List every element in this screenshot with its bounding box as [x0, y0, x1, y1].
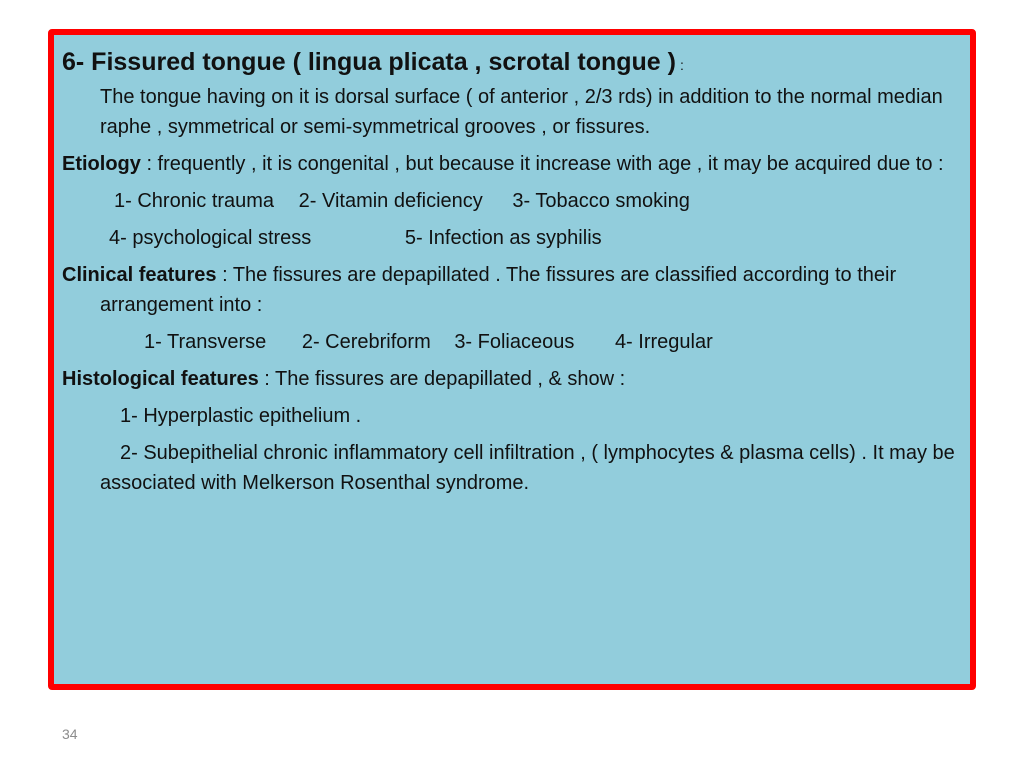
histological-features-paragraph [62, 364, 962, 394]
histology-item-text: 1- Hyperplastic epithelium . [120, 405, 362, 427]
definition-paragraph: The tongue having on it is dorsal surface ( of anterior , 2/3 rds) in addition to the normal median raphe , symmetrical or semi-symmetrical grooves , or fissures. [100, 86, 943, 138]
histology-item-2: 2- Subepithelial chronic inflammatory cell infiltration , ( lymphocytes & plasma cells) . It may be associated with Melkerson Rosenthal syndrome. [100, 442, 955, 494]
cause-item: 1- Chronic trauma [114, 190, 275, 212]
cause-item: 5- Infection as syphilis [404, 227, 602, 249]
histology-item-1 [62, 401, 962, 431]
clinical-features-text: : The fissures are depapillated . The fissures are classified according to their arrangement into : [100, 264, 897, 316]
cause-item: 3- Tobacco smoking [512, 190, 690, 212]
fissure-type-item: 4- Irregular [614, 331, 713, 353]
etiology-causes-row-2 [62, 223, 962, 253]
etiology-label: Etiology [62, 153, 141, 175]
fissure-type-item: 3- Foliaceous [454, 331, 575, 353]
histological-features-text: : The fissures are depapillated , & show : [258, 368, 626, 390]
slide-content-box [48, 29, 976, 690]
etiology-paragraph [62, 149, 962, 179]
clinical-features-label: Clinical features [62, 264, 217, 286]
slide-title [62, 45, 962, 82]
fissure-type-item: 2- Cerebriform [301, 331, 431, 353]
clinical-features-paragraph [62, 260, 962, 320]
etiology-causes-row-1 [62, 186, 962, 216]
cause-item: 4- psychological stress [109, 227, 312, 249]
cause-item: 2- Vitamin deficiency [298, 190, 483, 212]
histological-features-label: Histological features [62, 368, 259, 390]
title-text: 6- Fissured tongue ( lingua plicata , scrotal tongue ) [62, 48, 676, 76]
etiology-text: : frequently , it is congenital , but because it increase with age , it may be acquired due to : [140, 153, 944, 175]
fissure-types-row [62, 327, 962, 357]
title-colon: : [679, 57, 684, 73]
page-number: 34 [62, 726, 78, 742]
slide-body [62, 45, 962, 498]
fissure-type-item: 1- Transverse [144, 331, 267, 353]
